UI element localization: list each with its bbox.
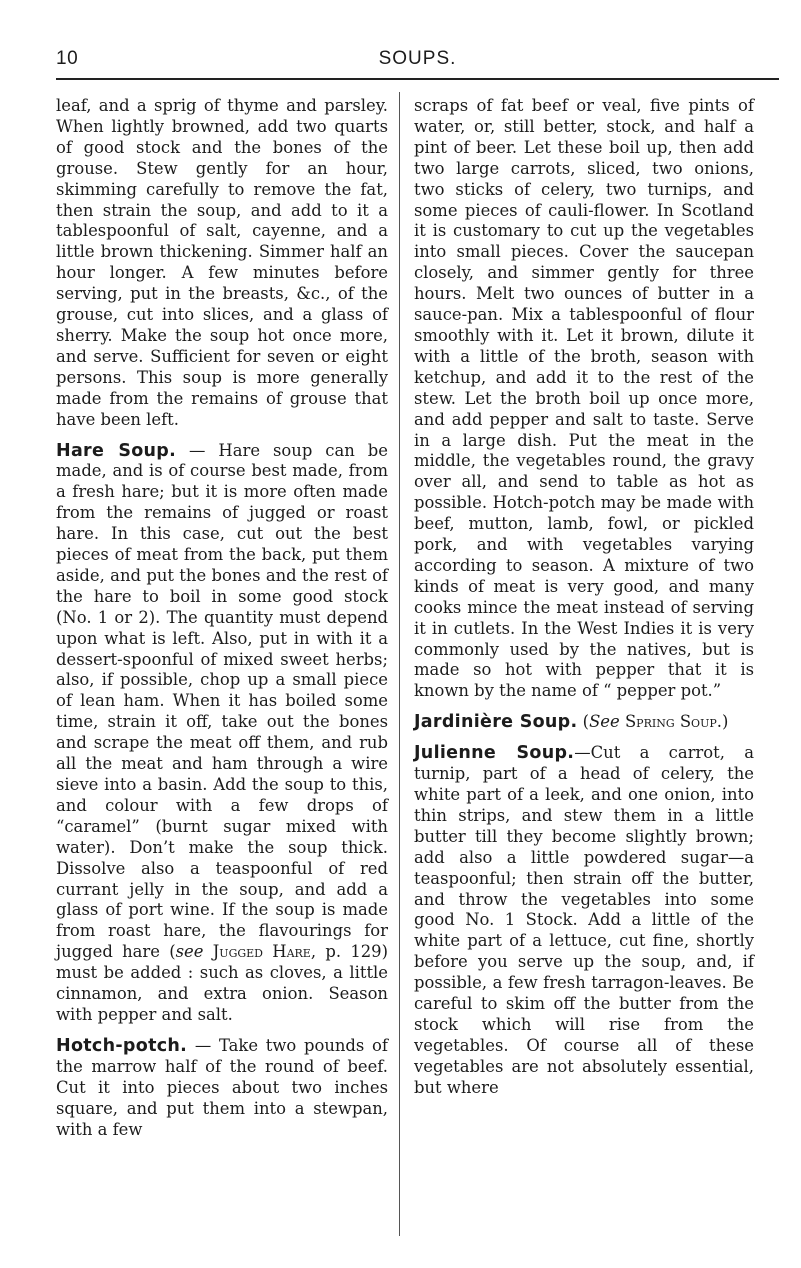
hotch-potch-heading: Hotch-potch. — [56, 1035, 188, 1056]
jardiniere-soup-entry — [414, 712, 754, 733]
hare-soup-see: see — [175, 942, 204, 962]
hare-soup-heading: Hare Soup. — [56, 440, 177, 461]
left-column — [56, 96, 388, 1140]
jardiniere-open-paren: ( — [577, 712, 590, 732]
running-title: SOUPS. — [378, 48, 457, 69]
julienne-soup-heading: Julienne Soup. — [414, 743, 575, 764]
page-number: 10 — [56, 48, 79, 69]
julienne-soup-entry — [414, 743, 754, 1098]
jugged-hare-reference: Jugged Hare — [212, 942, 311, 962]
hotch-potch-text: — Take two pounds of the marrow half of the round of beef. Cut it into pieces about two inches square, and put them into a stewpan, with a few — [56, 1035, 388, 1139]
julienne-soup-text: —Cut a carrot, a turnip, part of a head of celery, the white part of a leek, and one onion, into thin strips, and stew them in a little butter till they become slightly brown; add also a little powdered sugar—a teaspoonful; then strain off the butter, and throw the vegetables into some good No. 1 Stock. Add a little of the white part of a lettuce, cut fine, shortly before you serve up the soup, and, if possible, a few fresh tarragon-leaves. Be careful to skim off the butter from the stock which will rise from the vegetables. Of course all of these vegetables are not absolutely essential, but where — [414, 743, 754, 1097]
jardiniere-see: See — [589, 712, 620, 732]
running-head — [56, 48, 779, 76]
header-rule — [56, 78, 779, 80]
right-column — [414, 96, 754, 1099]
column-divider — [399, 92, 400, 1236]
hotch-potch-continued: scraps of fat beef or veal, five pints of water, or, still better, stock, and half a pint of beer. Let these boil up, then add two large carrots, sliced, two onions, two sticks of celery, two turnips, and some pieces of cauli-flower. In Scotland it is customary to cut up the vegetables into small pieces. Cover the saucepan closely, and simmer gently for three hours. Melt two ounces of butter in a sauce-pan. Mix a tablespoonful of flour smoothly with it. Let it brown, dilute it with a little of the broth, season with ketchup, and add it to the rest of the stew. Let the broth boil up once more, and add pepper and salt to taste. Serve in a large dish. Put the meat in the middle, the vegetables round, the gravy over all, and send to table as hot as possible. Hotch-potch may be made with beef, mutton, lamb, fowl, or pickled pork, and with vegetables varying according to season. A mixture of two kinds of meat is very good, and many cooks mince the meat instead of serving it in cutlets. In the West Indies it is very commonly used by the natives, but is made so hot with pepper that it is known by the name of “ pepper pot.” — [414, 96, 754, 701]
grouse-soup-continued: leaf, and a sprig of thyme and parsley. When lightly browned, add two quarts of good stock and the bones of the grouse. Stew gently for an hour, skimming carefully to remove the fat, then strain the soup, and add to it a tablespoonful of salt, cayenne, and a little brown thickening. Simmer half an hour longer. A few minutes before serving, put in the breasts, &c., of the grouse, cut into slices, and a glass of sherry. Make the soup hot once more, and serve. Sufficient for seven or eight persons. This soup is more generally made from the remains of grouse that have been left. — [56, 96, 388, 429]
spring-soup-reference: Spring Soup — [624, 712, 717, 732]
hare-soup-text: — Hare soup can be made, and is of course best made, from a fresh hare; but it is more often made from the remains of jugged or roast hare. In this case, cut out the best pieces of meat from the back, put them aside, and put the bones and the rest of the hare to boil in some good stock (No. 1 or 2). The quantity must depend upon what is left. Also, put in with it a dessert-spoonful of mixed sweet herbs; also, if possible, chop up a small piece of lean ham. When it has boiled some time, strain it off, take out the bones and scrape the meat off them, and rub all the meat and ham through a wire sieve into a basin. Add the soup to this, and colour with a few drops of “caramel” (burnt sugar mixed with water). Don’t make the soup thick. Dissolve also a teaspoonful of red currant jelly in the soup, and add a glass of port wine. If the soup is made from roast hare, the flavourings for jugged hare ( — [56, 440, 388, 962]
hotch-potch-entry — [56, 1036, 388, 1141]
jardiniere-soup-heading: Jardinière Soup. — [414, 712, 578, 733]
hare-soup-entry — [56, 441, 388, 1026]
jardiniere-close-paren: .) — [716, 712, 729, 732]
hare-soup-text-end: , p. 129) must be added : such as cloves, a little cinnamon, and extra onion. Season with pepper and salt. — [56, 942, 388, 1024]
